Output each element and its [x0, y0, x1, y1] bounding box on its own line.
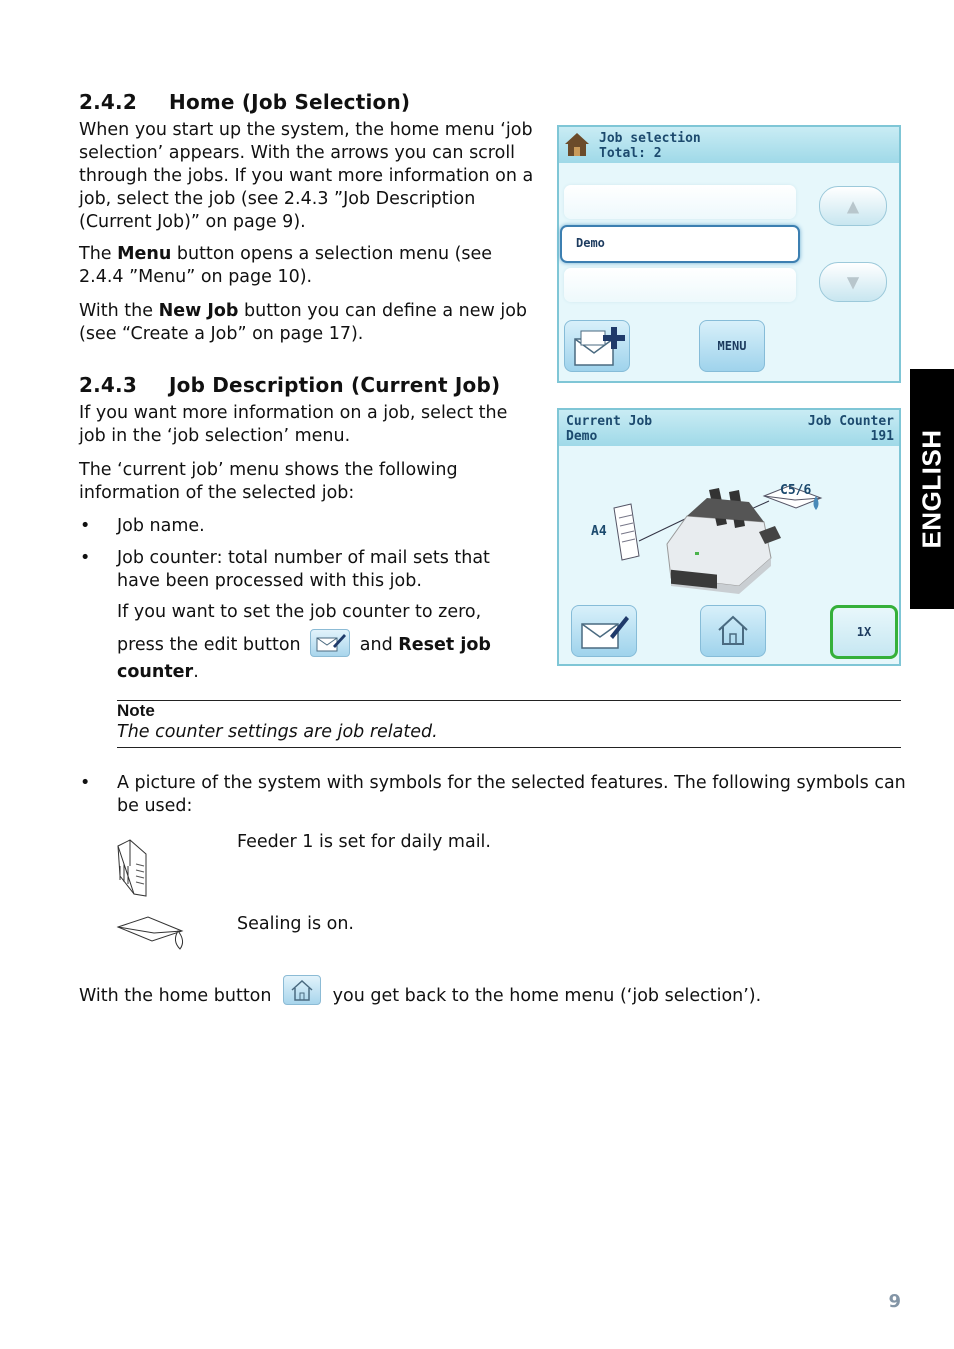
section-heading-243	[79, 373, 500, 397]
note-heading: Note	[117, 701, 155, 720]
job-list-item[interactable]	[564, 185, 796, 219]
note-top-rule	[117, 700, 901, 701]
screen-header	[559, 127, 899, 163]
screen-header	[559, 410, 899, 446]
home-line-text: you get back to the home menu (‘job selection’).	[332, 986, 762, 1006]
job-name: Demo	[566, 429, 598, 444]
edit-icon	[580, 612, 630, 650]
one-x-button[interactable]: 1X	[830, 605, 898, 659]
current-job-screenshot	[557, 408, 901, 666]
scroll-down-button[interactable]	[819, 262, 887, 302]
home-button[interactable]	[700, 605, 766, 657]
section-title: Home (Job Selection)	[169, 90, 411, 114]
bullet-marker: •	[80, 548, 91, 568]
edit-button[interactable]	[571, 605, 637, 657]
symbol-description: Feeder 1 is set for daily mail.	[237, 832, 491, 852]
language-tab	[910, 369, 954, 609]
bullet-subtext: press the edit button and Reset job counter.	[117, 631, 537, 685]
section-number: 2.4.2	[79, 90, 137, 114]
home-button-icon	[283, 975, 321, 1005]
sealing-icon	[116, 915, 190, 951]
paragraph: The ‘current job’ menu shows the following information of the selected job:	[79, 460, 458, 503]
home-icon	[562, 129, 592, 159]
bullet-marker: •	[80, 773, 91, 793]
job-list-item-selected[interactable]: Demo	[560, 225, 800, 263]
daily-mail-icon	[116, 836, 152, 898]
paragraph: If you want more information on a job, select the job in the ‘job selection’ menu.	[79, 403, 508, 446]
arrow-up-icon: ▲	[846, 196, 860, 216]
folding-machine-illustration	[559, 446, 899, 596]
job-counter-value: 191	[870, 429, 894, 444]
home-icon	[715, 612, 751, 648]
screen-title: Current Job	[566, 414, 653, 429]
home-line-text: With the home button	[79, 986, 272, 1006]
symbol-description: Sealing is on.	[237, 914, 354, 934]
menu-button[interactable]: MENU	[699, 320, 765, 372]
job-selection-screenshot	[557, 125, 901, 383]
envelope-size-label: C5/6	[780, 483, 812, 498]
scroll-up-button[interactable]	[819, 186, 887, 226]
section-number: 2.4.3	[79, 373, 137, 397]
page-number: 9	[888, 1291, 901, 1312]
screen-title: Job selection	[599, 131, 701, 146]
language-tab-label: ENGLISH	[916, 429, 947, 549]
new-job-button[interactable]	[564, 320, 630, 372]
paragraph: When you start up the system, the home menu ‘job selection’ appears. With the arrows you can scroll through the jobs. If you want more information on a job, select the job (see 2.4.3 ”Job Description (Current Job)” on page 9).	[79, 120, 534, 232]
note-text: The counter settings are job related.	[117, 722, 438, 742]
new-job-icon	[573, 325, 627, 367]
bullet-subtext: If you want to set the job counter to zero,	[117, 602, 482, 622]
bullet-marker: •	[80, 516, 91, 536]
arrow-down-icon: ▼	[846, 272, 860, 292]
screen-subtitle: Total: 2	[599, 146, 662, 161]
paragraph: With the New Job button you can define a new job (see “Create a Job” on page 17).	[79, 301, 528, 344]
bullet-text: A picture of the system with symbols for the selected features. The following symbols can be used:	[117, 773, 906, 816]
home-button-line	[79, 981, 761, 1011]
job-list-item[interactable]	[564, 268, 796, 302]
section-title: Job Description (Current Job)	[169, 373, 501, 397]
document-size-label: A4	[591, 524, 607, 539]
bullet-text: Job counter: total number of mail sets that have been processed with this job.	[117, 548, 490, 591]
section-heading-242	[79, 90, 410, 114]
job-counter-title: Job Counter	[807, 414, 894, 429]
paragraph: The Menu button opens a selection menu (see 2.4.4 ”Menu” on page 10).	[79, 244, 493, 287]
edit-button-icon	[310, 629, 350, 657]
note-bottom-rule	[117, 747, 901, 748]
bullet-text: Job name.	[117, 516, 205, 536]
